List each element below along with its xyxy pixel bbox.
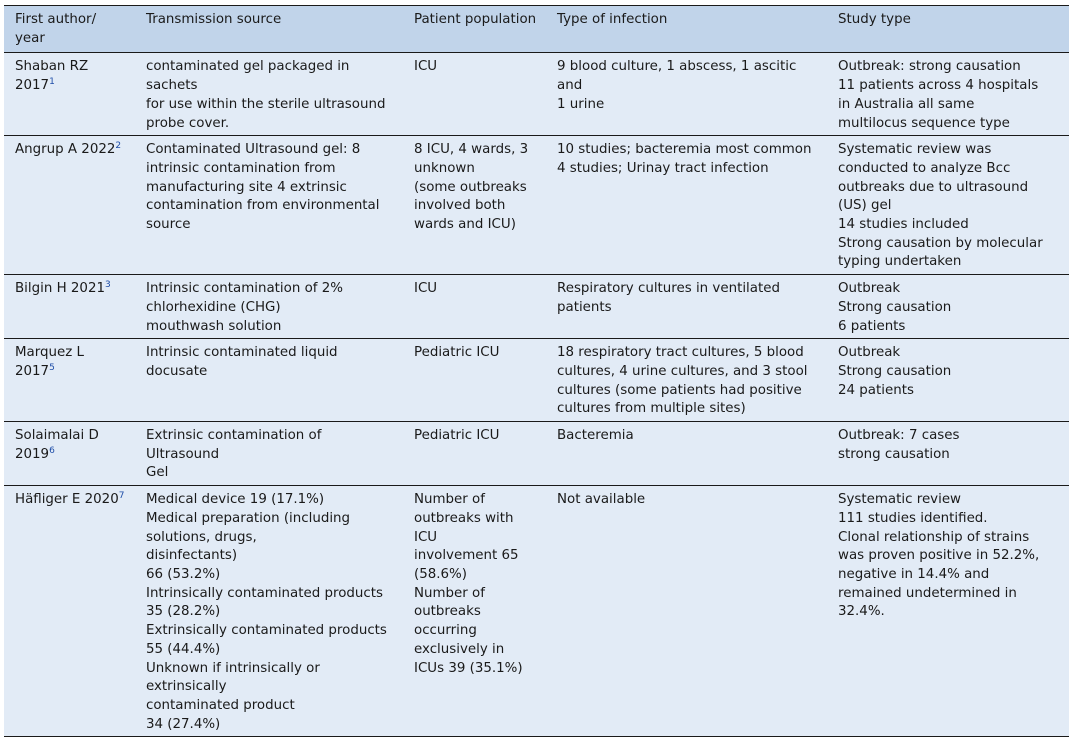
table-row: [4, 53, 1069, 136]
author-name: Häfliger E 2020: [15, 492, 119, 508]
population-cell: Pediatric ICU: [403, 422, 546, 486]
reference-link[interactable]: 2: [115, 141, 122, 152]
source-cell: Intrinsic contaminated liquid docusate: [135, 339, 403, 422]
infection-cell: Respiratory cultures in ventilated patients: [546, 275, 827, 339]
study-type-cell: Systematic review 111 studies identified. Clonal relationship of strains was proven positive in 52.2%, negative in 14.4% and remained undetermined in 32.4%.: [827, 486, 1069, 737]
source-cell: Contaminated Ultrasound gel: 8 intrinsic contamination from manufacturing site 4 extrinsic contamination from environmental source: [135, 136, 403, 275]
infection-cell: 18 respiratory tract cultures, 5 blood cultures, 4 urine cultures, and 3 stool cultures (some patients had positive cultures from multiple sites): [546, 339, 827, 422]
studies-table: [4, 5, 1069, 737]
header-row: [4, 6, 1069, 53]
study-type-cell: Outbreak Strong causation 24 patients: [827, 339, 1069, 422]
population-cell: ICU: [403, 275, 546, 339]
author-name: Marquez L 2017: [15, 345, 84, 379]
author-name: Angrup A 2022: [15, 142, 116, 158]
source-cell: Intrinsic contamination of 2% chlorhexidine (CHG) mouthwash solution: [135, 275, 403, 339]
reference-link[interactable]: 6: [49, 445, 55, 456]
author-cell: [4, 53, 135, 136]
author-cell: [4, 275, 135, 339]
population-cell: 8 ICU, 4 wards, 3 unknown (some outbreaks involved both wards and ICU): [403, 136, 546, 275]
author-cell: [4, 422, 135, 486]
source-cell: contaminated gel packaged in sachets for use within the sterile ultrasound probe cover.: [135, 53, 403, 136]
infection-cell: 10 studies; bacteremia most common 4 studies; Urinay tract infection: [546, 136, 827, 275]
population-cell: ICU: [403, 53, 546, 136]
source-cell: Extrinsic contamination of Ultrasound Gel: [135, 422, 403, 486]
reference-link[interactable]: 3: [105, 280, 111, 291]
header-source: Transmission source: [135, 6, 403, 53]
table-row: [4, 339, 1069, 422]
study-type-cell: Outbreak: strong causation 11 patients across 4 hospitals in Australia all same multilocus sequence type: [827, 53, 1069, 136]
table-row: [4, 486, 1069, 737]
table-row: [4, 422, 1069, 486]
infection-cell: Bacteremia: [546, 422, 827, 486]
reference-link[interactable]: 5: [49, 362, 55, 373]
author-name: Solaimalai D 2019: [15, 428, 99, 462]
table-row: [4, 275, 1069, 339]
study-type-cell: Outbreak Strong causation 6 patients: [827, 275, 1069, 339]
author-name: Bilgin H 2021: [15, 281, 105, 297]
header-study-type: Study type: [827, 6, 1069, 53]
header-infection: Type of infection: [546, 6, 827, 53]
population-cell: Number of outbreaks with ICU involvement 65 (58.6%) Number of outbreaks occurring exclusively in ICUs 39 (35.1%): [403, 486, 546, 737]
population-cell: Pediatric ICU: [403, 339, 546, 422]
reference-link[interactable]: 7: [118, 491, 125, 502]
study-type-cell: Outbreak: 7 cases strong causation: [827, 422, 1069, 486]
infection-cell: 9 blood culture, 1 abscess, 1 ascitic and 1 urine: [546, 53, 827, 136]
table-row: [4, 136, 1069, 275]
author-cell: [4, 136, 135, 275]
source-cell: Medical device 19 (17.1%) Medical preparation (including solutions, drugs, disinfectants) 66 (53.2%) Intrinsically contaminated products 35 (28.2%) Extrinsically contaminated products 55 (44.4%) Unknown if intrinsically or extrinsically contaminated product 34 (27.4%): [135, 486, 403, 737]
author-name: Shaban RZ 2017: [15, 59, 89, 94]
reference-link[interactable]: 1: [49, 77, 55, 88]
author-cell: [4, 486, 135, 737]
author-cell: [4, 339, 135, 422]
infection-cell: Not available: [546, 486, 827, 737]
study-type-cell: Systematic review was conducted to analyze Bcc outbreaks due to ultrasound (US) gel 14 studies included Strong causation by molecular typing undertaken: [827, 136, 1069, 275]
header-population: Patient population: [403, 6, 546, 53]
header-author: First author/ year: [4, 6, 135, 53]
